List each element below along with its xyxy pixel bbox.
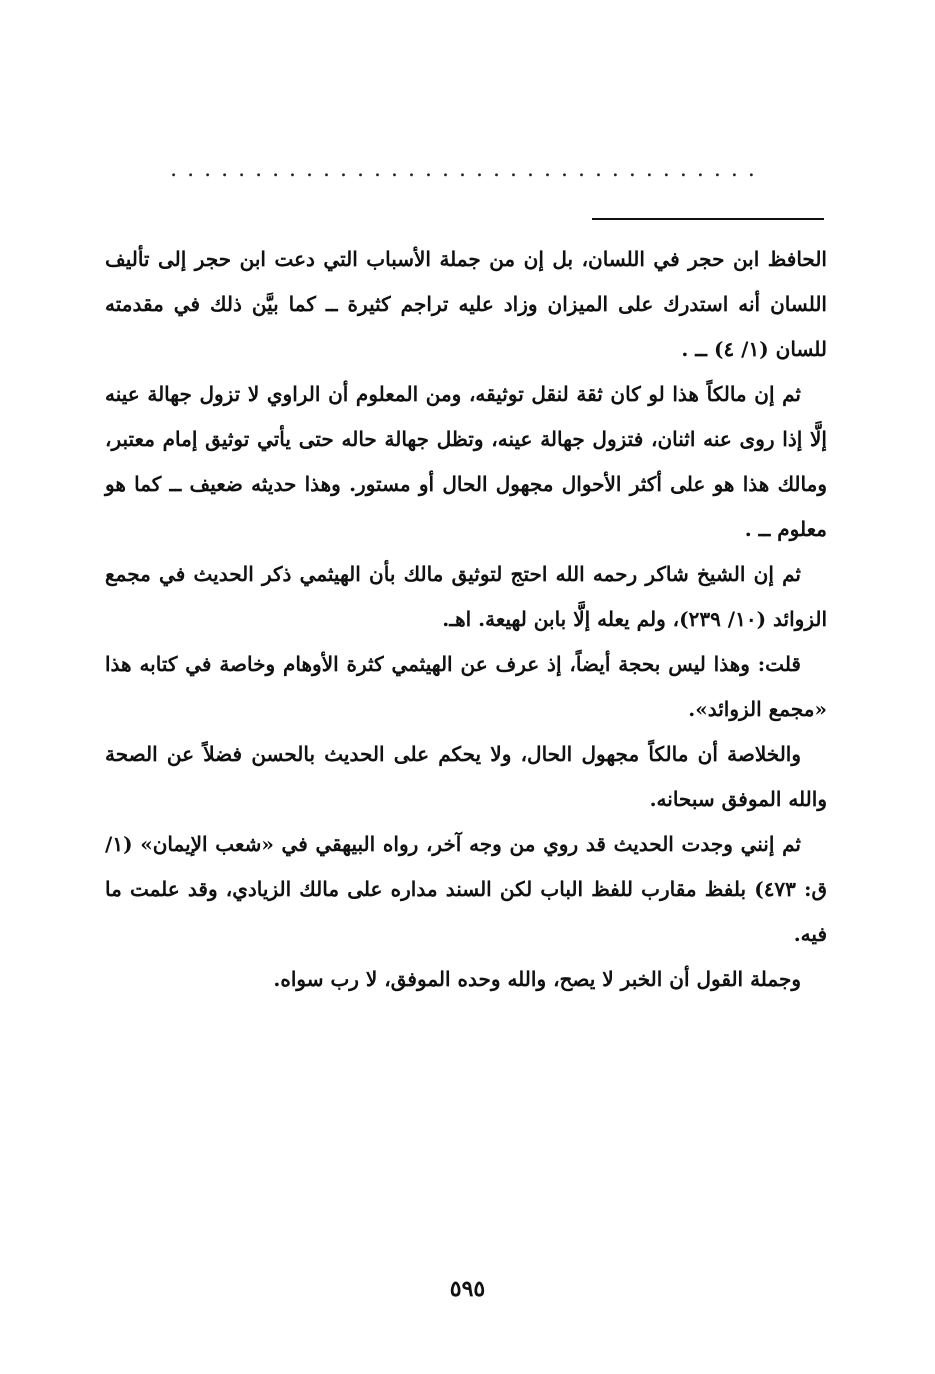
paragraph-shakir-argument: ثم إن الشيخ شاكر رحمه الله احتج لتوثيق مالك بأن الهيثمي ذكر الحديث في مجمع الزوائد (١٠/ ٢٣٩)، ولم يعله إلَّا بابن لهيعة. اهـ.: [105, 562, 827, 631]
page-number: ٥٩٥: [449, 1276, 486, 1302]
page-body: [105, 237, 827, 1002]
paragraph-response: قلت: وهذا ليس بحجة أيضاً، إذ عرف عن الهيثمي كثرة الأوهام وخاصة في كتابه هذا «مجمع الزوائد».: [105, 652, 827, 721]
paragraph-continuation: الحافظ ابن حجر في اللسان، بل إن من جملة الأسباب التي دعت ابن حجر إلى تأليف اللسان أنه استدرك على الميزان وزاد عليه تراجم كثيرة ــ كما بيَّن ذلك في مقدمته للسان (١/ ٤) ــ .: [105, 247, 827, 361]
footnote-rule: [592, 218, 824, 220]
paragraph-final-verdict: وجملة القول أن الخبر لا يصح، والله وحده الموفق، لا رب سواه.: [273, 967, 801, 991]
paragraph-malik-status: ثم إن مالكاً هذا لو كان ثقة لنقل توثيقه، ومن المعلوم أن الراوي لا تزول جهالة عينه إلَّا إذا روى عنه اثنان، فتزول جهالة عينه، وتظل جهالة حاله حتى يأتي توثيق إمام معتبر، ومالك هذا هو على أكثر الأحوال مجهول الحال أو مستور. وهذا حديثه ضعيف ــ كما هو معلوم ــ .: [105, 382, 827, 541]
paragraph-other-chain: ثم إنني وجدت الحديث قد روي من وجه آخر، رواه البيهقي في «شعب الإيمان» (١/ق: ٤٧٣) بلفظ مقارب للفظ الباب لكن السند مداره على مالك الزيادي، وقد علمت ما فيه.: [105, 832, 827, 946]
paragraph-conclusion: والخلاصة أن مالكاً مجهول الحال، ولا يحكم على الحديث بالحسن فضلاً عن الصحة والله الموفق سبحانه.: [105, 742, 827, 811]
ellipsis-separator: ...................................: [170, 160, 765, 180]
